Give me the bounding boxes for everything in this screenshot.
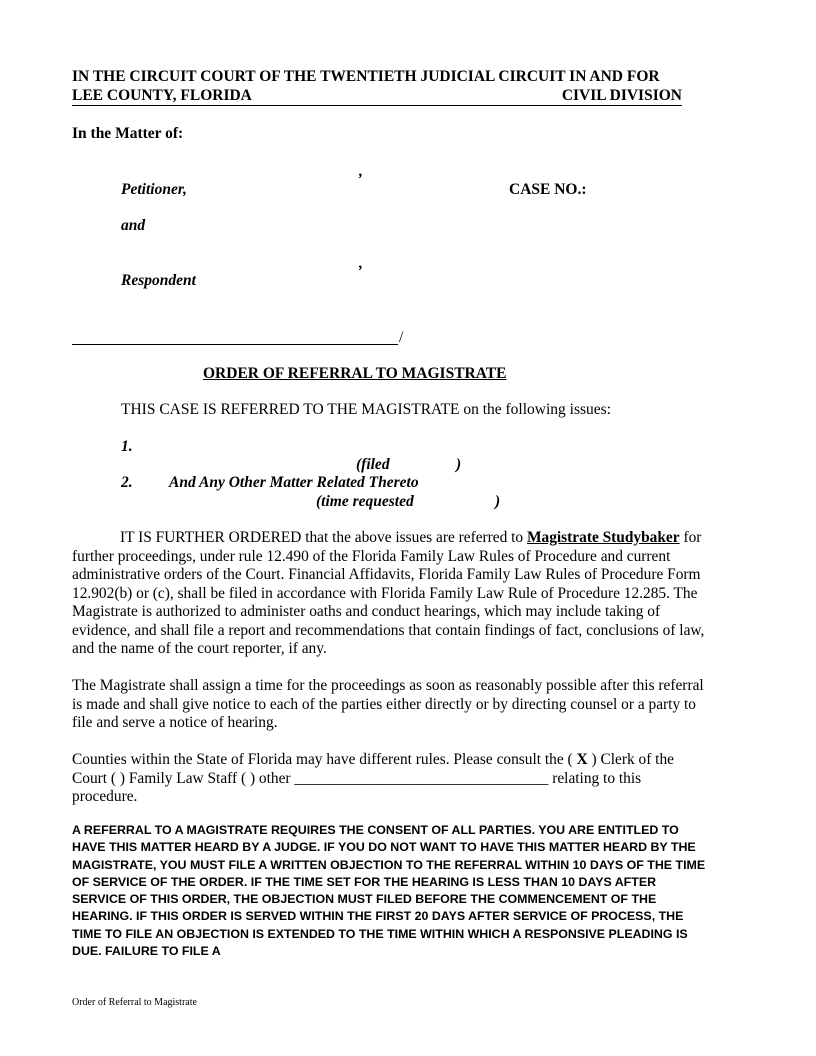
issue-2-number: 2. — [121, 474, 133, 491]
caption-divider-line — [72, 344, 398, 345]
counties-clerk-options: ) Clerk of the Court ( ) Family Law Staff ( ) other — [72, 751, 674, 787]
case-number-label: CASE NO.: — [509, 181, 587, 198]
respondent-label: Respondent — [121, 272, 196, 289]
caption-slash: / — [399, 329, 404, 346]
assign-time-paragraph: The Magistrate shall assign a time for the proceedings as soon as reasonably possible after this referral is made and shall give notice to each of the parties either directly or by directing counsel or a party to file and serve a notice of hearing. — [72, 677, 704, 731]
issue-2-time-close: ) — [495, 493, 501, 510]
further-ordered-lead: IT IS FURTHER ORDERED that the above issues are referred to — [120, 529, 527, 546]
issue-1-number: 1. — [121, 438, 133, 455]
other-blank-line: _________________________________ — [294, 769, 549, 787]
order-title: ORDER OF REFERRAL TO MAGISTRATE — [203, 365, 507, 382]
petitioner-label: Petitioner, — [121, 181, 187, 198]
issue-1-filed-open: (filed — [356, 456, 390, 473]
issue-2-time-open: (time requested — [316, 493, 414, 510]
further-ordered-rest: for further proceedings, under rule 12.490 of the Florida Family Law Rules of Procedure and current administrative orders of the Court. Financial Affidavits, Florida Family Law Rules of Procedure Form 12.902(b) or (c), shall be filed in accordance with Florida Family Law Rule of Procedure 12.285. The Magistrate is authorized to administer oaths and conduct hearings, which may include taking of evidence, and shall file a report and recommendations that contain findings of fact, conclusions of law, and the name of the court reporter, if any. — [72, 529, 705, 657]
petitioner-comma: , — [359, 163, 363, 180]
counties-tail: relating to this procedure. — [72, 769, 642, 805]
counties-lead: Counties within the State of Florida may have different rules. Please consult the ( — [72, 751, 577, 768]
in-the-matter-label: In the Matter of: — [72, 125, 184, 142]
respondent-comma: , — [359, 255, 363, 272]
county-label: LEE COUNTY, FLORIDA — [72, 87, 252, 104]
referral-intro: THIS CASE IS REFERRED TO THE MAGISTRATE on the following issues: — [121, 401, 611, 418]
court-header-line1: IN THE CIRCUIT COURT OF THE TWENTIETH JUDICIAL CIRCUIT IN AND FOR — [72, 68, 660, 85]
division-label: CIVIL DIVISION — [561, 87, 682, 104]
clerk-checkbox-mark: X — [576, 751, 588, 768]
issue-1-filed-close: ) — [456, 456, 462, 473]
issue-2-text: And Any Other Matter Related Thereto — [169, 474, 419, 491]
page-footer: Order of Referral to Magistrate — [72, 997, 197, 1008]
further-ordered-paragraph — [72, 529, 708, 659]
counties-paragraph — [72, 751, 708, 807]
consent-warning-paragraph: A REFERRAL TO A MAGISTRATE REQUIRES THE CONSENT OF ALL PARTIES. YOU ARE ENTITLED TO HAVE THIS MATTER HEARD BY A JUDGE. IF YOU DO NOT WANT TO HAVE THIS MATTER HEARD BY THE MAGISTRATE, YOU MUST FILE A WRITTEN OBJECTION TO THE REFERRAL WITHIN 10 DAYS OF THE TIME OF SERVICE OF THE ORDER. IF THE TIME SET FOR THE HEARING IS LESS THAN 10 DAYS AFTER SERVICE OF THIS ORDER, THE OBJECTION MUST FILED BEFORE THE COMMENCEMENT OF THE HEARING. IF THIS ORDER IS SERVED WITHIN THE FIRST 20 DAYS AFTER SERVICE OF PROCESS, THE TIME TO FILE AN OBJECTION IS EXTENDED TO THE TIME WITHIN WHICH A RESPONSIVE PLEADING IS DUE. FAILURE TO FILE A — [72, 823, 706, 959]
magistrate-name: Magistrate Studybaker — [526, 529, 680, 546]
court-header-line2 — [72, 87, 682, 106]
and-label: and — [121, 217, 146, 234]
